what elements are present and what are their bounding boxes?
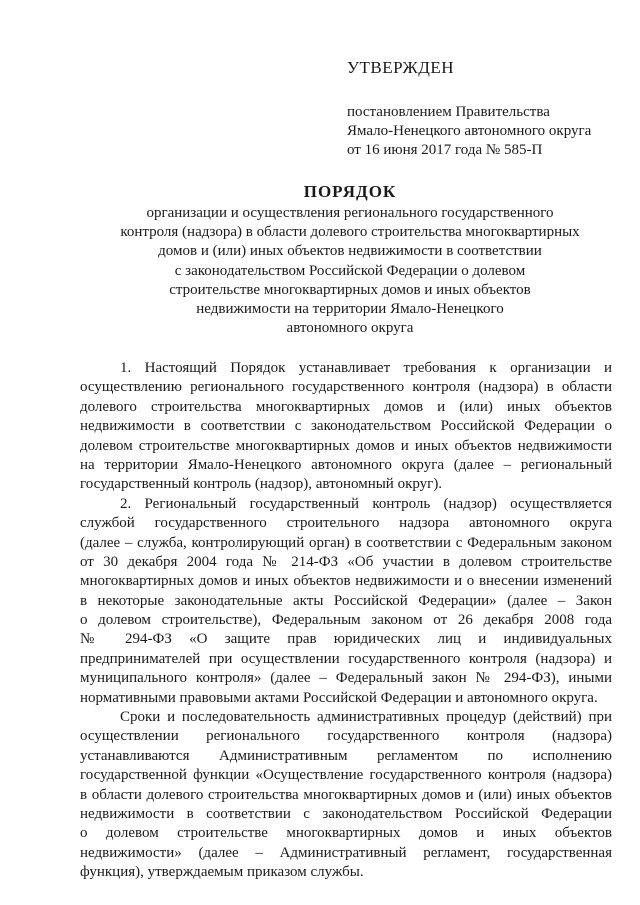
body-text-line: недвижимости» (далее – Административный регламент, государственная bbox=[80, 844, 612, 861]
document-subtitle-line: домов и (или) иных объектов недвижимости в соответствии bbox=[158, 243, 542, 260]
approval-title: УТВЕРЖДЕН bbox=[347, 58, 454, 77]
body-text-line: службой государственного строительного надзора автономного округа bbox=[80, 515, 612, 532]
body-text-line: недвижимости в соответствии с законодательством Российской Федерации о bbox=[80, 418, 612, 435]
body-text-line: осуществлению регионального государственного контроля (надзора) в области bbox=[80, 379, 612, 396]
approval-line: Ямало-Ненецкого автономного округа bbox=[347, 123, 592, 139]
document-subtitle-line: автономного округа bbox=[286, 320, 414, 337]
body-text-line: Сроки и последовательность административных процедур (действий) при bbox=[120, 709, 612, 726]
approval-line: постановлением Правительства bbox=[347, 104, 550, 120]
document-subtitle-line: с законодательством Российской Федерации о долевом bbox=[174, 262, 526, 279]
body-text-line: государственной функции «Осуществление государственного контроля (надзора) bbox=[80, 767, 612, 784]
body-text-line: многоквартирных домов и иных объектов недвижимости и о внесении изменений bbox=[80, 573, 612, 590]
approval-block bbox=[347, 58, 627, 160]
body-text-line: государственный контроль (надзор), автономный округ). bbox=[80, 476, 443, 493]
approval-line: от 16 июня 2017 года № 585-П bbox=[347, 142, 543, 158]
body-text-line: о долевом строительстве многоквартирных домов и иных объектов bbox=[80, 825, 612, 842]
body-text-line: в некоторые законодательные акты Российской Федерации» (далее – Закон bbox=[80, 592, 612, 609]
body-text-line: предпринимателей при осуществлении государственного контроля (надзора) и bbox=[80, 650, 612, 667]
document-subtitle-line: организации и осуществления регионального государственного bbox=[146, 205, 554, 221]
body-text-line: устанавливаются Административным регламентом по исполнению bbox=[80, 747, 612, 764]
body-text-line: о долевом строительстве), Федеральным законом от 26 декабря 2008 года bbox=[80, 612, 612, 629]
document-heading bbox=[120, 182, 580, 338]
document-subtitle-line: контроля (надзора) в области долевого строительства многоквартирных bbox=[120, 224, 580, 241]
body-text-line: 2. Региональный государственный контроль (надзор) осуществляется bbox=[120, 495, 612, 512]
body-text-line: осуществлении регионального государственного контроля (надзора) bbox=[80, 728, 612, 745]
body-text-line: нормативными правовыми актами Российской Федерации и автономного округа. bbox=[80, 689, 598, 706]
body-text-line: на территории Ямало-Ненецкого автономного округа (далее – региональный bbox=[80, 456, 612, 473]
body-text-line: от 30 декабря 2004 года № 214-ФЗ «Об участии в долевом строительстве bbox=[80, 553, 612, 570]
body-text-line: (далее – служба, контролирующий орган) в соответствии с Федеральным законом bbox=[80, 534, 612, 551]
document-subtitle-line: недвижимости на территории Ямало-Ненецкого bbox=[196, 301, 504, 318]
document-body bbox=[80, 359, 612, 883]
body-text-line: долевого строительства многоквартирных домов и (или) иных объектов bbox=[80, 398, 612, 415]
document-subtitle-line: строительстве многоквартирных домов и иных объектов bbox=[169, 281, 531, 298]
document-title: ПОРЯДОК bbox=[303, 182, 397, 201]
body-text-line: долевом строительстве многоквартирных домов и иных объектов недвижимости bbox=[80, 437, 612, 454]
body-text-line: недвижимости в соответствии с законодательством Российской Федерации bbox=[80, 805, 612, 822]
body-text-line: в области долевого строительства многоквартирных домов и (или) иных объектов bbox=[80, 786, 612, 803]
body-text-line: функция), утверждаемым приказом службы. bbox=[80, 864, 364, 881]
body-text-line: муниципального контроля» (далее – Федеральный закон № 294-ФЗ), иными bbox=[80, 670, 612, 687]
body-text-line: № 294-ФЗ «О защите прав юридических лиц и индивидуальных bbox=[80, 631, 612, 648]
body-text-line: 1. Настоящий Порядок устанавливает требования к организации и bbox=[120, 360, 612, 376]
